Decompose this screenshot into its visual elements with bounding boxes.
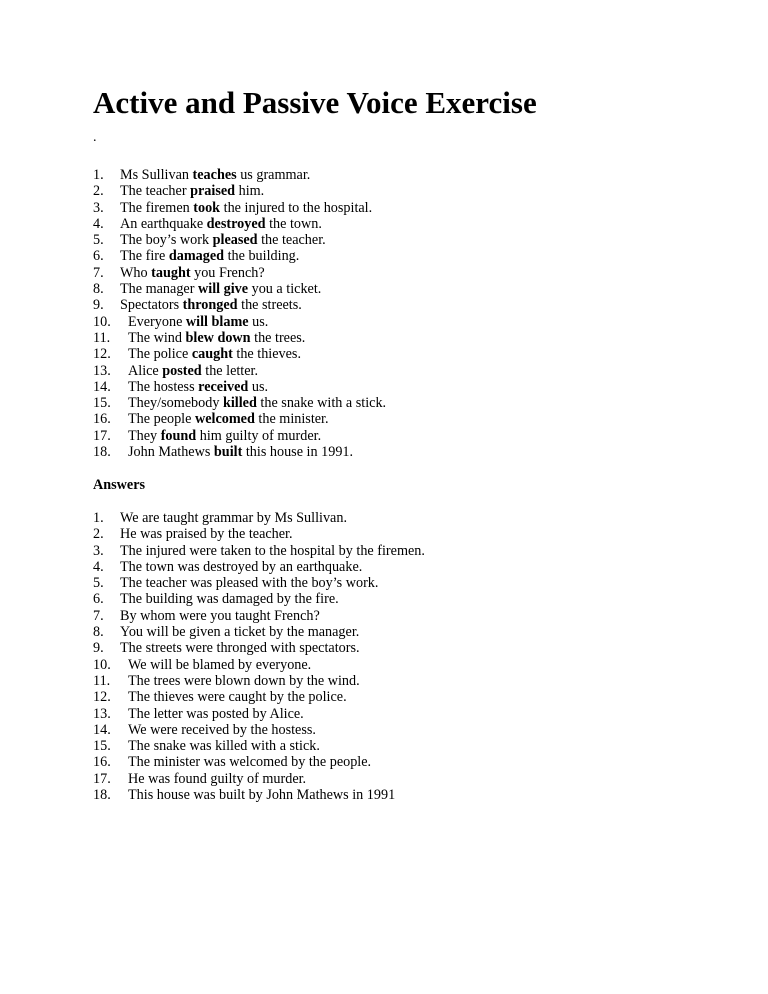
question-post: us grammar. — [236, 167, 311, 183]
question-pre: John Mathews — [128, 444, 214, 461]
question-text — [120, 265, 265, 281]
question-text — [120, 183, 264, 199]
question-post: the trees. — [250, 329, 306, 346]
question-text — [128, 330, 305, 346]
answer-number: 13. — [93, 705, 111, 722]
question-text — [120, 248, 299, 264]
question-text — [120, 232, 326, 248]
question-number: 11. — [93, 329, 111, 346]
question-number: 1. — [93, 167, 104, 183]
question-post: the thieves. — [232, 346, 301, 363]
question-text — [120, 216, 322, 232]
answer-text: The thieves were caught by the police. — [128, 689, 347, 706]
question-number: 10. — [93, 313, 111, 330]
answers-heading: Answers — [93, 477, 146, 493]
answer-text: The building was damaged by the fire. — [120, 591, 339, 608]
question-number: 2. — [93, 183, 104, 200]
question-text — [128, 363, 258, 379]
question-text — [128, 346, 301, 362]
answer-text: You will be given a ticket by the manager. — [120, 624, 360, 641]
question-pre: The wind — [128, 329, 186, 346]
question-number: 3. — [93, 199, 104, 216]
question-pre: Alice — [128, 362, 163, 379]
page-title: Active and Passive Voice Exercise — [93, 85, 537, 120]
question-number: 7. — [93, 264, 104, 281]
question-verb: took — [193, 199, 221, 216]
question-text — [120, 297, 302, 313]
answer-number: 7. — [93, 607, 104, 624]
question-pre: The fire — [120, 248, 169, 265]
question-text — [128, 395, 386, 411]
answer-number: 2. — [93, 526, 104, 543]
question-verb: will blame — [185, 313, 249, 330]
question-verb: received — [198, 378, 249, 395]
question-number: 4. — [93, 215, 104, 232]
question-post: the injured to the hospital. — [220, 199, 373, 216]
answer-text: The injured were taken to the hospital by the firemen. — [120, 542, 425, 559]
answer-text: This house was built by John Mathews in 1991 — [128, 787, 396, 804]
answer-text: The trees were blown down by the wind. — [128, 672, 360, 689]
question-verb: destroyed — [206, 215, 266, 232]
answer-text: The letter was posted by Alice. — [128, 705, 304, 722]
answer-text: The streets were thronged with spectators. — [120, 640, 360, 657]
question-number: 6. — [93, 248, 104, 265]
question-text — [128, 411, 329, 427]
question-post: him. — [235, 183, 265, 200]
question-pre: Who — [120, 264, 152, 281]
question-verb: praised — [190, 183, 236, 200]
question-text — [120, 167, 310, 183]
question-pre: They/somebody — [128, 395, 223, 412]
answer-number: 14. — [93, 721, 111, 738]
question-text — [128, 428, 321, 444]
question-verb: caught — [191, 346, 233, 363]
answer-text: We were received by the hostess. — [128, 721, 316, 738]
question-post: you a ticket. — [248, 281, 322, 298]
question-verb: teaches — [192, 167, 237, 183]
question-verb: damaged — [168, 248, 225, 265]
question-verb: pleased — [212, 232, 258, 249]
question-verb: built — [213, 444, 243, 461]
question-text — [128, 444, 353, 460]
question-post: the teacher. — [257, 232, 326, 249]
answer-number: 5. — [93, 575, 104, 592]
answer-number: 18. — [93, 787, 111, 804]
question-pre: Everyone — [128, 313, 186, 330]
question-verb: blew down — [185, 329, 251, 346]
question-pre: The hostess — [128, 378, 199, 395]
question-text — [128, 314, 268, 330]
answer-text: By whom were you taught French? — [120, 607, 320, 624]
question-number: 17. — [93, 427, 111, 444]
question-number: 9. — [93, 297, 104, 314]
answer-text: The teacher was pleased with the boy’s work. — [120, 575, 379, 592]
answer-text: The town was destroyed by an earthquake. — [120, 558, 363, 575]
question-verb: will give — [198, 281, 249, 298]
question-number: 15. — [93, 395, 111, 412]
question-post: the town. — [265, 215, 322, 232]
answer-number: 12. — [93, 689, 111, 706]
answer-text: He was found guilty of murder. — [128, 770, 307, 787]
answer-number: 11. — [93, 672, 111, 689]
answer-number: 16. — [93, 754, 111, 771]
question-post: you French? — [190, 264, 265, 281]
question-verb: killed — [222, 395, 257, 412]
separator-dot: . — [93, 130, 97, 145]
question-number: 5. — [93, 232, 104, 249]
answer-text: We will be blamed by everyone. — [128, 656, 312, 673]
answer-number: 10. — [93, 656, 111, 673]
question-post: us. — [248, 313, 269, 330]
question-number: 12. — [93, 346, 111, 363]
question-post: this house in 1991. — [242, 444, 354, 461]
question-post: us. — [248, 378, 269, 395]
question-number: 13. — [93, 362, 111, 379]
answer-text: He was praised by the teacher. — [120, 526, 293, 543]
question-post: the minister. — [254, 411, 329, 428]
question-pre: The police — [128, 346, 192, 363]
question-pre: Spectators — [120, 297, 183, 314]
question-pre: The manager — [120, 281, 198, 298]
question-verb: taught — [151, 264, 191, 281]
question-verb: thronged — [182, 297, 238, 314]
question-pre: The teacher — [120, 183, 191, 200]
question-text — [120, 200, 372, 216]
answer-text: We are taught grammar by Ms Sullivan. — [120, 510, 347, 526]
answer-number: 1. — [93, 510, 104, 526]
question-verb: found — [160, 427, 197, 444]
question-pre: The boy’s work — [120, 232, 213, 249]
answer-number: 3. — [93, 542, 104, 559]
answer-number: 9. — [93, 640, 104, 657]
answer-text: The minister was welcomed by the people. — [128, 754, 372, 771]
question-post: the snake with a stick. — [256, 395, 387, 412]
question-text — [120, 281, 321, 297]
question-verb: welcomed — [194, 411, 255, 428]
question-post: him guilty of murder. — [196, 427, 322, 444]
answer-text: The snake was killed with a stick. — [128, 738, 320, 755]
question-verb: posted — [162, 362, 202, 379]
question-pre: They — [128, 427, 161, 444]
question-number: 8. — [93, 281, 104, 298]
question-pre: The firemen — [120, 199, 194, 216]
answer-number: 17. — [93, 770, 111, 787]
answer-number: 15. — [93, 738, 111, 755]
question-number: 14. — [93, 378, 111, 395]
question-post: the streets. — [237, 297, 302, 314]
question-number: 16. — [93, 411, 111, 428]
question-post: the building. — [224, 248, 300, 265]
question-text — [128, 379, 268, 395]
answer-number: 6. — [93, 591, 104, 608]
question-post: the letter. — [201, 362, 259, 379]
question-pre: Ms Sullivan — [120, 167, 193, 183]
question-number: 18. — [93, 444, 111, 461]
question-pre: The people — [128, 411, 195, 428]
question-pre: An earthquake — [120, 215, 207, 232]
answer-number: 4. — [93, 558, 104, 575]
answer-number: 8. — [93, 624, 104, 641]
